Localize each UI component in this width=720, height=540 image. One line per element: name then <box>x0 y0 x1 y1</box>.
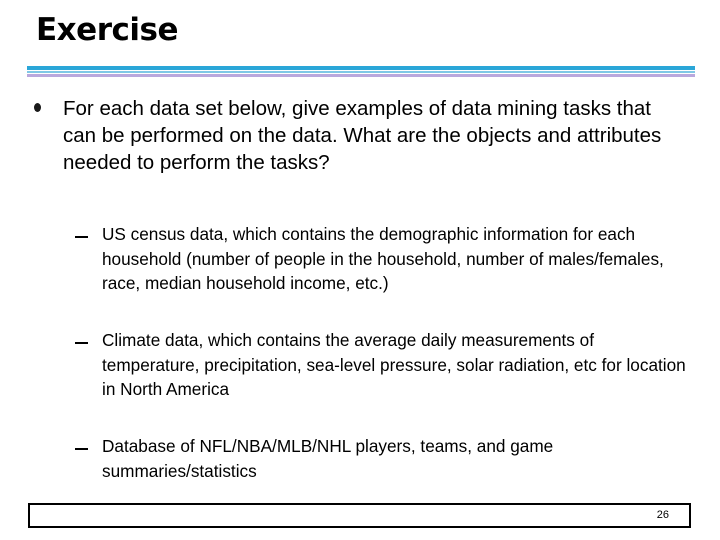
page-number: 26 <box>656 509 669 521</box>
sub-bullet-climate: Climate data, which contains the average daily measurements of temperature, precipitation, sea-level pressure, solar radiation, etc for location in North America <box>102 330 686 399</box>
dash-icon <box>75 342 88 344</box>
slide-title: Exercise <box>36 12 178 48</box>
title-rule-middle <box>27 71 695 73</box>
main-bullet-text: For each data set below, give examples of data mining tasks that can be performed on the data. What are the objects and attributes needed to perform the tasks? <box>63 97 662 174</box>
bullet-dot-icon <box>34 103 41 112</box>
dash-icon <box>75 236 88 238</box>
dash-icon <box>75 448 88 450</box>
title-rule-top <box>27 66 695 70</box>
footer-box <box>28 503 691 528</box>
title-rule-bottom <box>27 74 695 77</box>
sub-bullet-sports: Database of NFL/NBA/MLB/NHL players, teams, and game summaries/statistics <box>102 436 554 481</box>
sub-bullet-census: US census data, which contains the demographic information for each household (number of people in the household, number of males/females, race, median household income, etc.) <box>102 224 664 293</box>
